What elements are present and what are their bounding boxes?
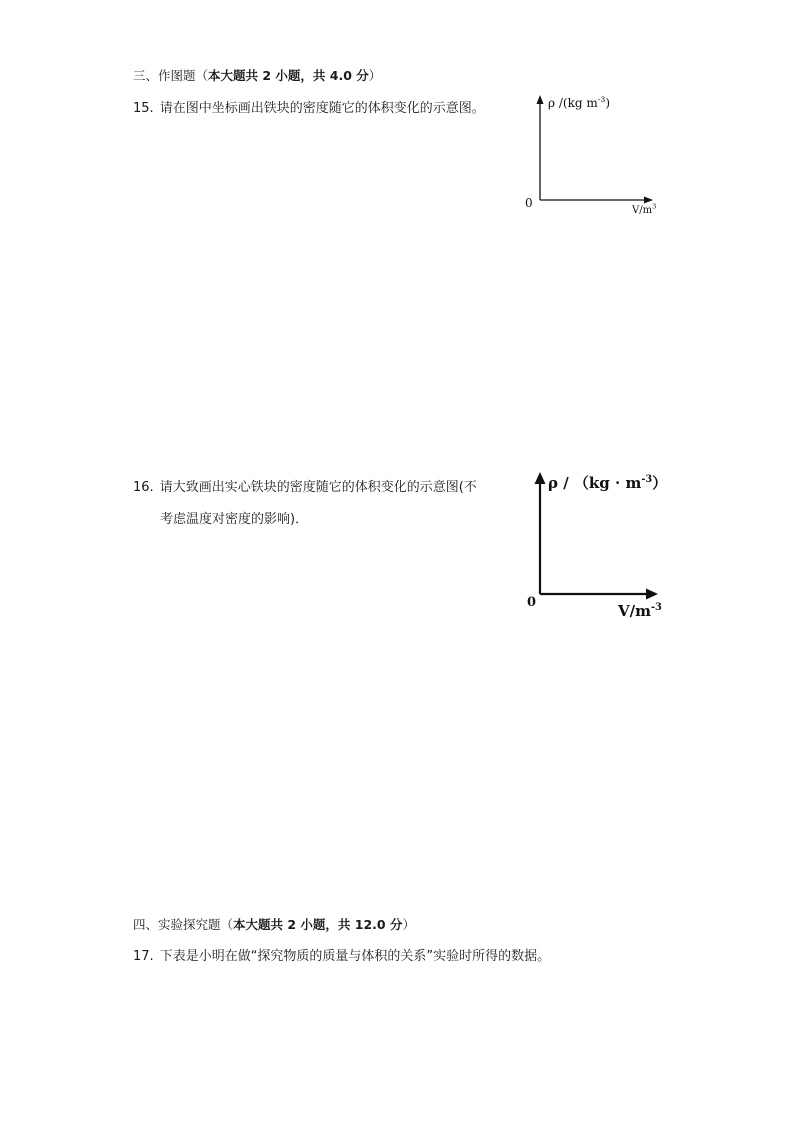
section-3-detail: 本大题共 2 小题，共 4.0 分 — [208, 68, 369, 83]
y-axis-label: $\rho / (kg \cdot m^{-3})$ — [548, 474, 668, 492]
section-3-prefix: 三、作图题（ — [133, 68, 209, 83]
x-axis-arrow-icon — [646, 589, 658, 600]
question-16-axes-figure — [520, 468, 680, 628]
question-16-line-1 — [133, 479, 477, 497]
origin-label: 0 — [527, 595, 537, 610]
question-16-text-line-1: 请大致画出实心铁块的密度随它的体积变化的示意图(不 — [159, 480, 477, 495]
question-17-text: 下表是小明在做“探究物质的质量与体积的关系”实验时所得的数据。 — [159, 949, 551, 964]
question-15-axes-figure — [520, 92, 670, 224]
question-16-line-2 — [160, 511, 308, 529]
section-3-heading — [133, 67, 381, 85]
section-4-heading — [133, 916, 415, 934]
y-axis-arrow-icon — [535, 472, 546, 484]
x-axis-label: $V/m^3$ — [632, 202, 657, 216]
section-4-suffix: ） — [402, 917, 415, 932]
question-16-text-line-2: 考虑温度对密度的影响)． — [160, 512, 309, 527]
y-axis-arrow-icon — [537, 95, 544, 104]
y-axis-label: ρ /(kg $m^{-3}$) — [548, 95, 611, 110]
origin-label: 0 — [525, 196, 533, 210]
question-15-text: 请在图中坐标画出铁块的密度随它的体积变化的示意图。 — [159, 101, 485, 116]
x-axis-label: $V/m^{-3}$ — [618, 602, 662, 620]
question-16-number: 16. — [133, 480, 154, 495]
section-3-suffix: ） — [368, 68, 382, 83]
question-15 — [133, 100, 485, 118]
question-15-number: 15. — [133, 101, 154, 116]
question-17 — [133, 948, 550, 966]
section-4-detail: 本大题共 2 小题，共 12.0 分 — [233, 917, 403, 932]
section-4-prefix: 四、实验探究题（ — [133, 917, 234, 932]
question-17-number: 17. — [133, 949, 154, 964]
